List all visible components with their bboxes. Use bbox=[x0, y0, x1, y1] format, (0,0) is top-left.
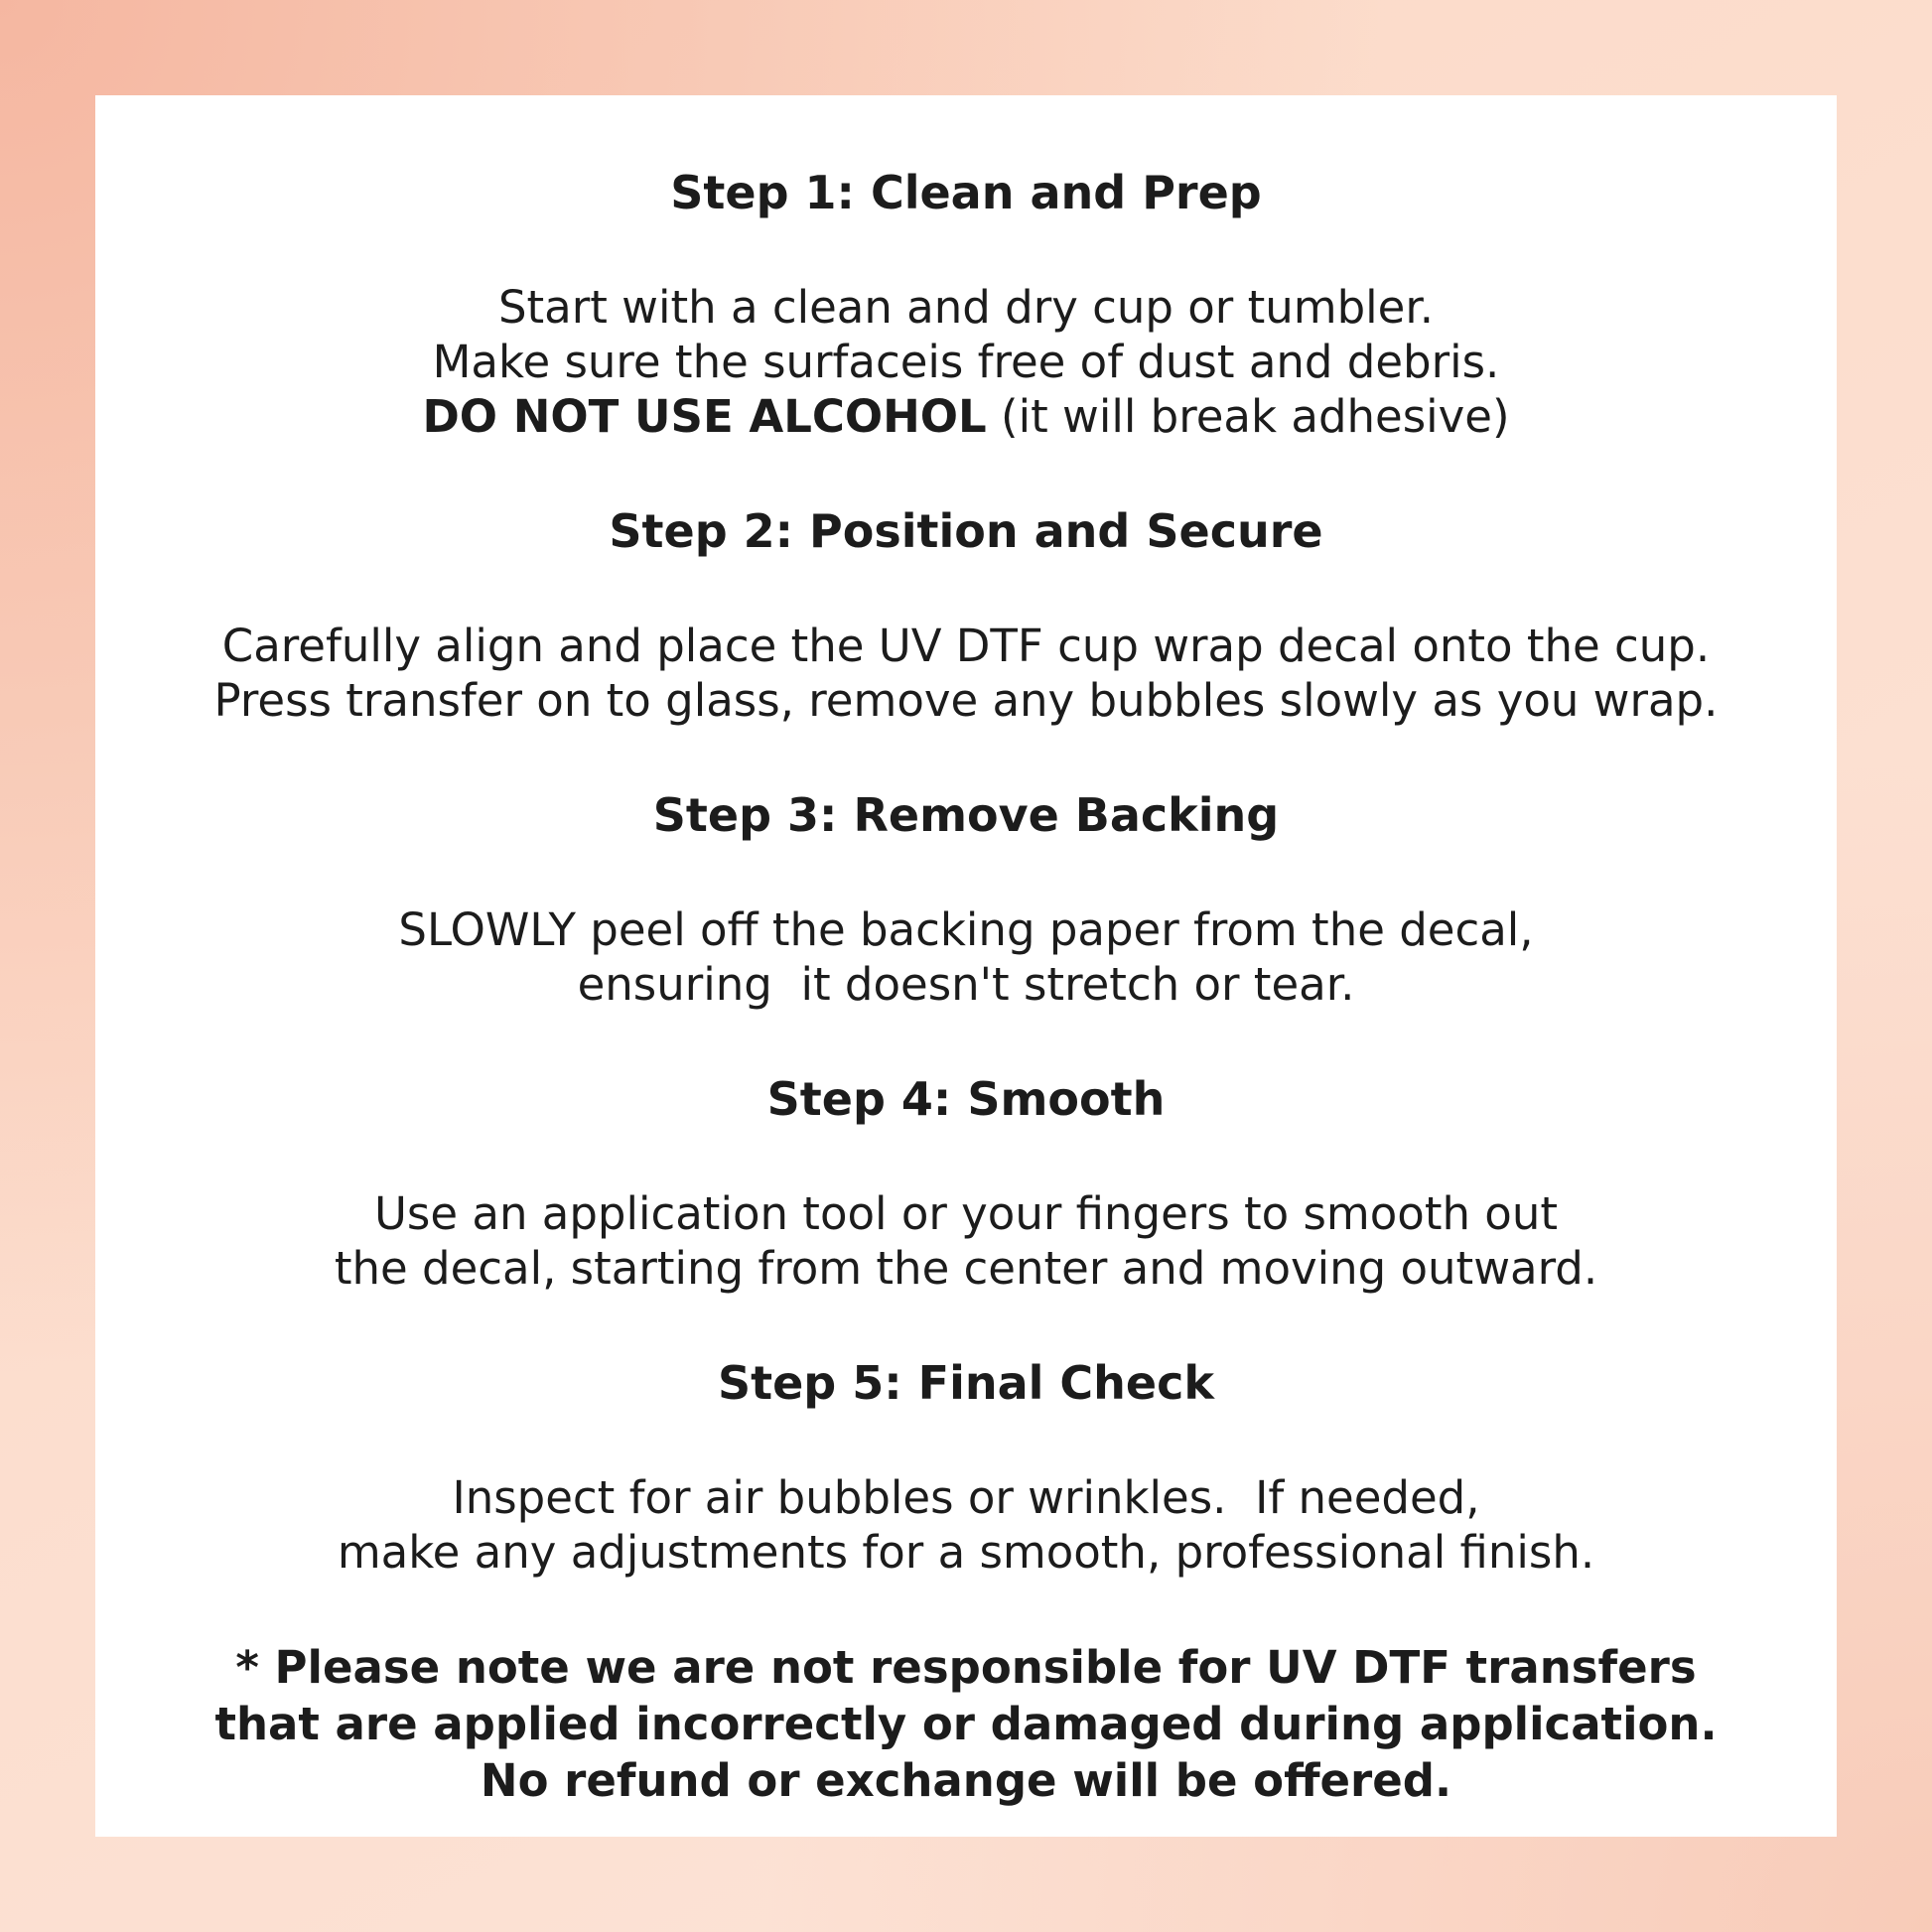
instruction-card bbox=[95, 95, 1837, 1837]
step-5-line-2: make any adjustments for a smooth, professional finish. bbox=[337, 1526, 1595, 1579]
step-3-heading: Step 3: Remove Backing bbox=[652, 788, 1280, 842]
step-1-heading: Step 1: Clean and Prep bbox=[670, 166, 1262, 219]
step-5-heading: Step 5: Final Check bbox=[717, 1356, 1214, 1410]
step-2-body bbox=[214, 619, 1719, 728]
step-5-body bbox=[338, 1470, 1594, 1580]
step-1-line-1: Start with a clean and dry cup or tumbler. bbox=[497, 281, 1435, 334]
step-5-line-1: Inspect for air bubbles or wrinkles. If needed, bbox=[452, 1471, 1480, 1524]
step-1-body bbox=[422, 280, 1509, 444]
disclaimer-line-1: * Please note we are not responsible for UV DTF transfers bbox=[235, 1641, 1697, 1694]
disclaimer-line-2: that are applied incorrectly or damaged during application. bbox=[214, 1698, 1718, 1750]
step-3-line-1: SLOWLY peel off the backing paper from the decal, bbox=[398, 903, 1534, 956]
step-4-heading: Step 4: Smooth bbox=[766, 1072, 1166, 1126]
step-1-line-3 bbox=[422, 389, 1509, 444]
disclaimer-note bbox=[214, 1639, 1717, 1809]
step-2-line-1: Carefully align and place the UV DTF cup wrap decal onto the cup. bbox=[221, 620, 1711, 672]
step-4-body bbox=[335, 1186, 1597, 1296]
step-4-line-1: Use an application tool or your fingers to smooth out bbox=[374, 1187, 1558, 1240]
step-2-line-2: Press transfer on to glass, remove any bubbles slowly as you wrap. bbox=[213, 674, 1719, 727]
step-1-line-3-rest: (it will break adhesive) bbox=[986, 390, 1510, 443]
step-2-heading: Step 2: Position and Secure bbox=[609, 504, 1323, 558]
step-4-line-2: the decal, starting from the center and moving outward. bbox=[334, 1242, 1598, 1295]
step-3-line-2: ensuring it doesn't stretch or tear. bbox=[577, 958, 1355, 1011]
step-3-body bbox=[398, 902, 1533, 1012]
step-1-line-2: Make sure the surfaceis free of dust and debris. bbox=[432, 336, 1500, 388]
step-1-line-3-warning: DO NOT USE ALCOHOL bbox=[422, 390, 987, 443]
disclaimer-line-3: No refund or exchange will be offered. bbox=[480, 1754, 1452, 1807]
